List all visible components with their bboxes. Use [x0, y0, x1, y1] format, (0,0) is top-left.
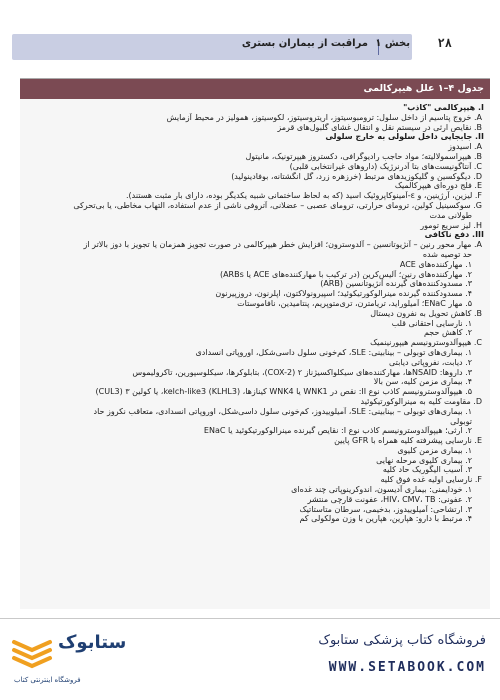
table-line: E. فلج دوره‌ای هیپرکالمیک: [394, 181, 482, 191]
store-url[interactable]: WWW.SETABOOK.COM: [328, 660, 486, 675]
causes-table: [20, 78, 490, 609]
table-line: ۲. دیابت، نفروپاتی دیابتی: [388, 357, 472, 367]
table-line: A. اسیدوز: [448, 142, 482, 152]
table-line: ۱. بیماری‌های توبولی – بینابینی: SLE، کم‌خونی سلول داسی‌شکل، اوروپاتی انسدادی: [195, 347, 472, 357]
table-line: A. مهار محور رنین – آنژیوتانسین – آلدوسترون؛ افزایش خطر هیپرکالمی در صورت تجویز همزمان یا تجویز با دوز بالاتر از: [83, 240, 482, 250]
logo-wordmark: ستابوک: [58, 632, 127, 653]
table-line: ۱. بیماری‌های توبولی – بینابینی: SLE، آمیلوییدوز، کم‌خونی سلول داسی‌شکل، اوروپاتی انسدادی، متعاقب نکروز حاد: [93, 406, 472, 416]
page-number: ۲۸: [437, 36, 452, 50]
table-line: ۲. عفونی: HIV، CMV، TB، عفونت قارچی منتشر: [307, 494, 472, 504]
table-line: ۱. نارسایی احتقانی قلب: [391, 318, 472, 328]
table-line: III. دفع ناکافی: [424, 230, 484, 240]
table-line: B. کاهش تحویل به نفرون دیستال: [370, 308, 482, 318]
table-line: B. هیپراسمولالیته؛ مواد حاجب رادیوگرافی، دکستروز هیپرتونیک، مانیتول: [245, 151, 482, 161]
chapter-label: بخش ۱: [375, 38, 410, 49]
table-line: D. دیگوکسین و گلیکوزیدهای مرتبط (خرزهره زرد، گل انگشتانه، بوفادینولید): [231, 171, 482, 181]
table-line: ۳. مسدودکننده‌های گیرنده آنژیوتانسین (ARB): [320, 279, 472, 289]
table-line: ۵. هیپوآلدوسترونیسم کاذب نوع II: نقص در WNK1 یا WNK4 کینازها، kelch-like3 (KLHL3)، یا کولین ۳ (CUL3): [95, 387, 472, 397]
table-line: ۱. مهارکننده‌های ACE: [399, 259, 472, 269]
table-title: جدول ۴–۱ علل هیپرکالمی: [20, 79, 490, 99]
table-line: ۳. داروها: NSAIDها، مهارکننده‌های سیکلواکسیژناز ۲ (COX-2)، بتابلوکرها، سیکلوسپورین، تاکرولیموس: [132, 367, 472, 377]
table-line: F. نارسایی اولیه غده فوق کلیه: [380, 475, 482, 485]
table-line: D. مقاومت کلیه به مینرالوکورتیکوئید: [360, 396, 482, 406]
table-line: G. سوکسینیل کولین، ترومای حرارتی، ترومای عصبی – عضلانی، آتروفی ناشی از عدم استفاده، التهاب مخاطی، یا بی‌تحرکی: [73, 200, 482, 210]
table-line: ۲. کاهش حجم: [423, 328, 472, 338]
footer-divider: [0, 618, 500, 619]
table-line: ۱. بیماری مزمن کلیوی: [397, 445, 472, 455]
table-line: توبولی: [450, 416, 472, 426]
table-line: ۲. مهارکننده‌های رنین؛ آلیس‌کرین (در ترکیب با مهارکننده‌های ACE یا ARBs): [219, 269, 472, 279]
book-stack-icon: [10, 628, 54, 672]
table-line: A. خروج پتاسیم از داخل سلول: ترومبوسیتوز، اریتروسیتوز، لکوسیتوز، همولیز در محیط آزمایش: [166, 112, 482, 122]
table-line: ۳. ارتشاحی: آمیلوییدوز، بدخیمی، سرطان متاستاتیک: [299, 504, 472, 514]
table-line: ۴. مرتبط با دارو: هپارین، هپارین با وزن مولکولی کم: [299, 514, 472, 524]
table-line: طولانی مدت: [429, 210, 472, 220]
table-line: ۳. آسیب الیگوریک حاد کلیه: [382, 465, 472, 475]
page-header: [0, 0, 500, 68]
table-line: I. هیپرکالمی "کاذب": [403, 103, 484, 112]
table-line: ۲. ارثی؛ هیپوآلدوسترونیسم کاذب نوع I: نقایص گیرنده مینرالوکورتیکوئید یا ENaC: [203, 426, 472, 436]
table-line: ۴. مسدودکننده گیرنده مینرالوکورتیکوئید؛ اسپیرونولاکتون، اپلرنون، دروزپیرنون: [215, 289, 472, 299]
logo-tagline: فروشگاه اینترنتی کتاب: [14, 676, 81, 684]
table-line: C. آنتاگونیست‌های بتا آدرنرژیک (داروهای غیرانتخابی قلبی): [289, 161, 482, 171]
table-line: حد توصیه شده: [422, 249, 472, 259]
table-line: ۵. مهار ENaC؛ آمیلوراید، تریامترن، تری‌متوپریم، پنتامیدین، نافاموستات: [237, 298, 472, 308]
chapter-title: مراقبت از بیماران بستری: [241, 38, 368, 49]
table-line: ۴. بیماری مزمن کلیه، سن بالا: [373, 377, 472, 387]
table-line: E. نارسایی پیشرفته کلیه همراه با GFR پایین: [334, 436, 482, 446]
table-line: C. هیپوآلدوسترونیسم هیپورنینمیک: [370, 338, 482, 348]
table-line: F. لیزین، آرژینین، و ε-آمینوکاپروئیک اسید (که به لحاظ ساختمانی شبیه یکدیگر بوده، دارای بار مثبت هستند).: [125, 191, 482, 201]
table-line: H. لیز سریع تومور: [420, 220, 482, 230]
table-line: ۱. خودایمنی: بیماری آدیسون، اندوکرینوپاتی چند غده‌ای: [291, 485, 472, 495]
table-line: B. نقایص ارثی در سیستم نقل و انتقال غشای گلبول‌های قرمز: [277, 122, 482, 132]
table-line: II. جابجایی داخل سلولی به خارج سلولی: [325, 132, 484, 142]
table-line: ۲. بیماری کلیوی مرحله نهایی: [376, 455, 472, 465]
table-body: [29, 103, 484, 524]
setabook-logo: [10, 628, 130, 694]
store-name: فروشگاه کتاب پزشکی ستابوک: [318, 633, 486, 648]
